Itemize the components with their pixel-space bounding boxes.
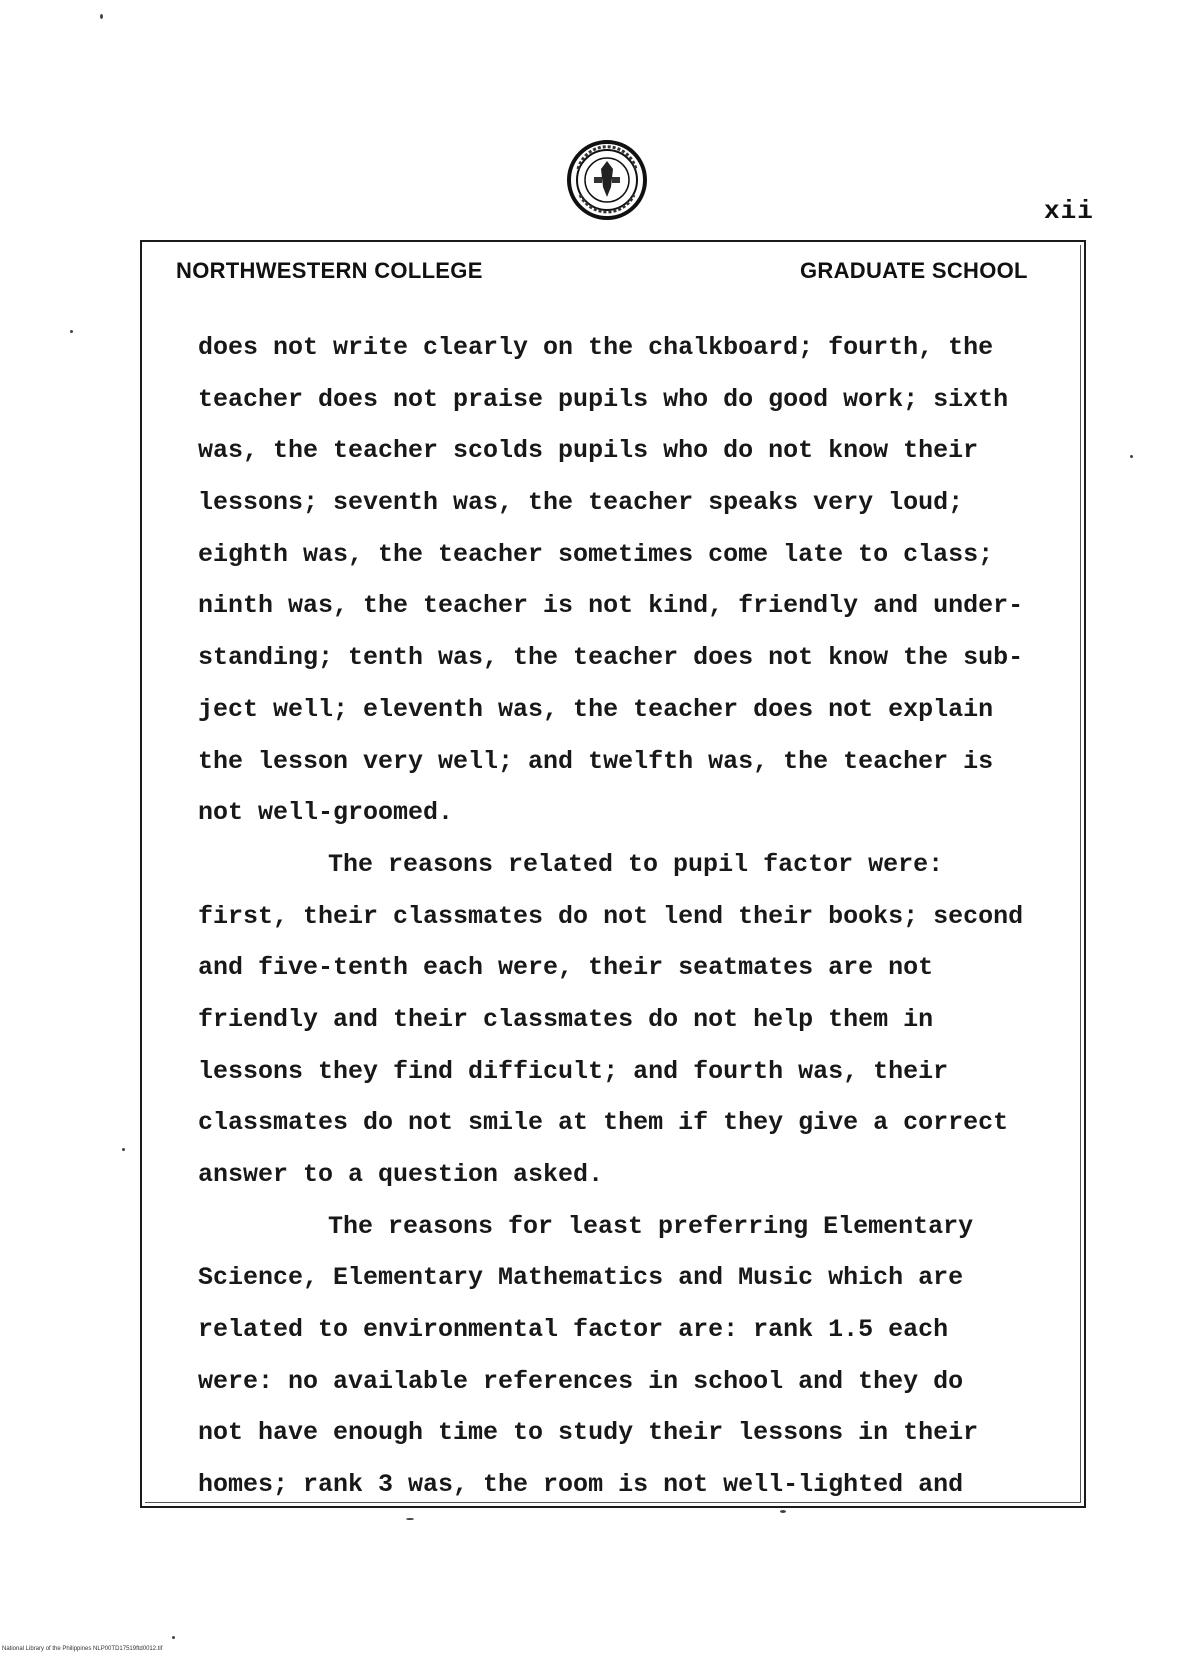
text-line: was, the teacher scolds pupils who do not know their bbox=[198, 436, 979, 466]
text-line: and five-tenth each were, their seatmates are not bbox=[198, 953, 934, 983]
scan-speck bbox=[172, 1636, 175, 1639]
text-line: friendly and their classmates do not help them in bbox=[198, 1004, 934, 1034]
scan-speck bbox=[780, 1510, 786, 1513]
text-line: lessons they find difficult; and fourth was, their bbox=[198, 1056, 949, 1086]
text-line: teacher does not praise pupils who do good work; sixth bbox=[198, 384, 1009, 414]
scan-speck bbox=[122, 1148, 125, 1151]
scan-footer: National Library of the Philippines NLP00TD17519ftd0012.tif bbox=[2, 1646, 163, 1652]
text-line: were: no available references in school and they do bbox=[198, 1366, 964, 1396]
scan-speck bbox=[100, 14, 103, 19]
text-line: the lesson very well; and twelfth was, the teacher is bbox=[198, 746, 994, 776]
text-line: not have enough time to study their lessons in their bbox=[198, 1418, 979, 1448]
body-text bbox=[198, 322, 1078, 1511]
text-line: Science, Elementary Mathematics and Music which are bbox=[198, 1263, 964, 1293]
text-line: homes; rank 3 was, the room is not well-lighted and bbox=[198, 1470, 964, 1500]
text-line: does not write clearly on the chalkboard; fourth, the bbox=[198, 333, 994, 362]
text-line: first, their classmates do not lend their books; second bbox=[198, 901, 1024, 931]
scan-speck bbox=[70, 330, 73, 333]
text-line: eighth was, the teacher sometimes come late to class; bbox=[198, 539, 994, 569]
page-number: xii bbox=[1044, 196, 1094, 226]
text-line: not well-groomed. bbox=[198, 798, 454, 828]
text-line: The reasons related to pupil factor were: bbox=[328, 849, 944, 879]
department-name: GRADUATE SCHOOL bbox=[800, 258, 1028, 283]
text-line: ject well; eleventh was, the teacher does not explain bbox=[198, 694, 994, 724]
paragraph bbox=[198, 322, 1078, 839]
text-line: answer to a question asked. bbox=[198, 1160, 604, 1189]
text-line: The reasons for least preferring Elementary bbox=[328, 1211, 974, 1241]
text-line: ninth was, the teacher is not kind, friendly and under- bbox=[198, 591, 1024, 621]
scan-speck bbox=[406, 1518, 414, 1520]
institution-name: NORTHWESTERN COLLEGE bbox=[176, 258, 483, 283]
text-line: classmates do not smile at them if they give a correct bbox=[198, 1108, 1009, 1138]
text-line: lessons; seventh was, the teacher speaks very loud; bbox=[198, 488, 964, 518]
paragraph bbox=[198, 839, 1078, 1201]
scan-speck bbox=[1130, 455, 1133, 458]
paragraph bbox=[198, 1201, 1078, 1511]
text-line: standing; tenth was, the teacher does not know the sub- bbox=[198, 643, 1024, 673]
college-seal-icon bbox=[566, 139, 648, 221]
text-line: related to environmental factor are: rank 1.5 each bbox=[198, 1315, 949, 1345]
